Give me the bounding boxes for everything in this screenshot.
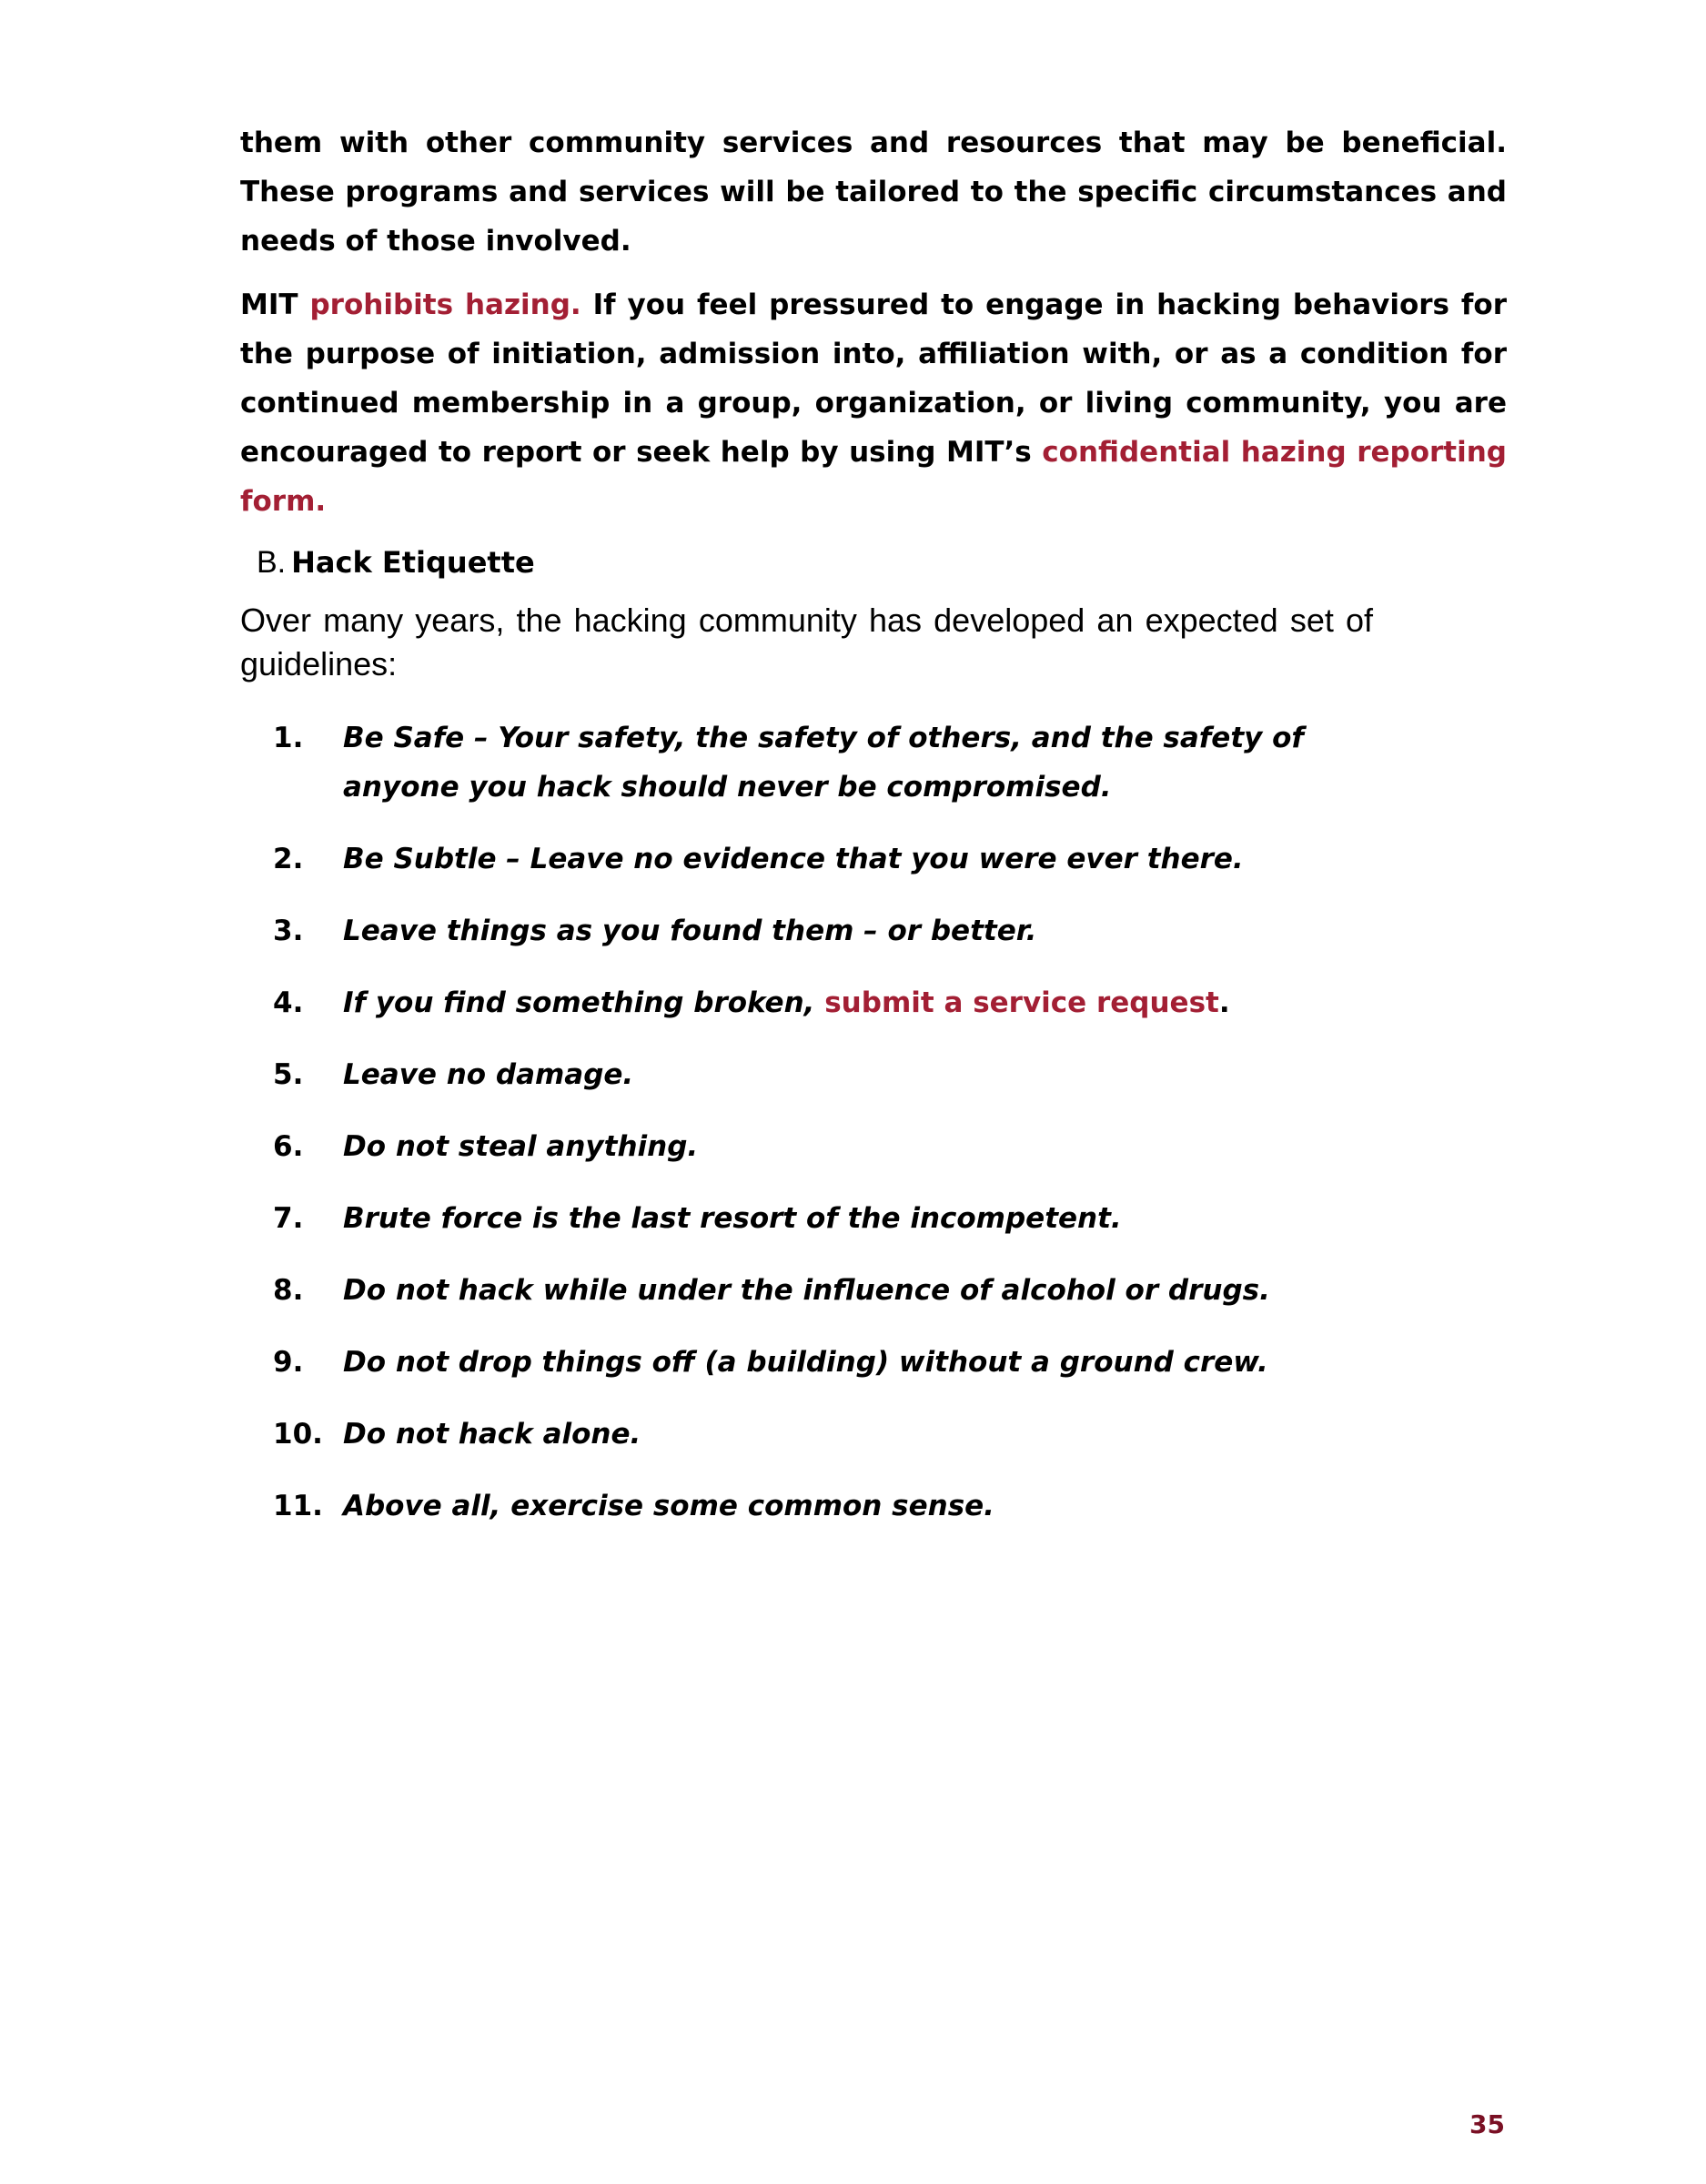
list-item-text: Brute force is the last resort of the incompetent. xyxy=(343,1202,1122,1235)
list-item-text: Above all, exercise some common sense. xyxy=(343,1490,994,1522)
section-title: Hack Etiquette xyxy=(291,545,535,580)
section-intro: Over many years, the hacking community has developed an expected set of guidelines: xyxy=(240,602,1373,682)
section-letter: B. xyxy=(257,545,287,580)
service-request-link[interactable]: submit a service request xyxy=(824,986,1219,1019)
list-item-text: Leave no damage. xyxy=(343,1058,634,1091)
list-item xyxy=(240,1194,1507,1243)
section-heading-hack-etiquette xyxy=(257,542,1507,582)
list-item xyxy=(240,1338,1507,1387)
list-item-text: Be Safe – Your safety, the safety of others, and the safety of anyone you hack should never be compromised. xyxy=(343,722,1304,804)
list-item-text: Do not hack alone. xyxy=(343,1418,641,1451)
list-item xyxy=(240,1050,1507,1099)
list-item-number: 11. xyxy=(273,1490,323,1522)
list-item xyxy=(240,1410,1507,1459)
list-item xyxy=(240,906,1507,956)
list-item-number: 4. xyxy=(273,986,304,1019)
list-item-text: Do not hack while under the influence of alcohol or drugs. xyxy=(343,1274,1270,1307)
list-item-text-suffix: . xyxy=(1218,986,1230,1019)
hazing-reporting-form-link[interactable]: confidential hazing reporting form. xyxy=(240,436,1507,518)
page-number: 35 xyxy=(1469,2109,1505,2139)
list-item-number: 10. xyxy=(273,1418,323,1451)
list-item xyxy=(240,713,1507,812)
prohibits-hazing-link[interactable]: prohibits hazing. xyxy=(309,288,581,321)
list-item xyxy=(240,978,1507,1027)
paragraph-hazing xyxy=(240,280,1507,526)
etiquette-list xyxy=(240,713,1507,1531)
list-item xyxy=(240,1266,1507,1315)
list-item-number: 6. xyxy=(273,1130,304,1163)
list-item-number: 9. xyxy=(273,1346,304,1379)
page-content xyxy=(240,118,1507,1553)
paragraph-community-services: them with other community services and resources that may be beneficial. These programs and services will be tailored to the specific circumstances and needs of those involved. xyxy=(240,126,1507,258)
list-item-text: Do not drop things off (a building) without a ground crew. xyxy=(343,1346,1268,1379)
list-item-number: 5. xyxy=(273,1058,304,1091)
list-item-text: Leave things as you found them – or better. xyxy=(343,915,1037,947)
list-item xyxy=(240,1122,1507,1171)
list-item-number: 3. xyxy=(273,915,304,947)
hazing-body: If you feel pressured to engage in hacking behaviors for the purpose of initiation, admission into, affiliation with, or as a condition for continued membership in a group, organization, or living community, you are encouraged to report or seek help by using MIT’s xyxy=(240,288,1507,469)
list-item-number: 7. xyxy=(273,1202,304,1235)
list-item xyxy=(240,1481,1507,1531)
hazing-prefix: MIT xyxy=(240,288,310,321)
list-item-text xyxy=(343,978,1371,1027)
list-item-number: 8. xyxy=(273,1274,304,1307)
list-item xyxy=(240,834,1507,884)
list-item-text: Be Subtle – Leave no evidence that you were ever there. xyxy=(343,843,1244,875)
list-item-text: Do not steal anything. xyxy=(343,1130,699,1163)
list-item-text-prefix: If you find something broken, xyxy=(343,986,825,1019)
list-item-number: 1. xyxy=(273,722,304,754)
list-item-number: 2. xyxy=(273,843,304,875)
